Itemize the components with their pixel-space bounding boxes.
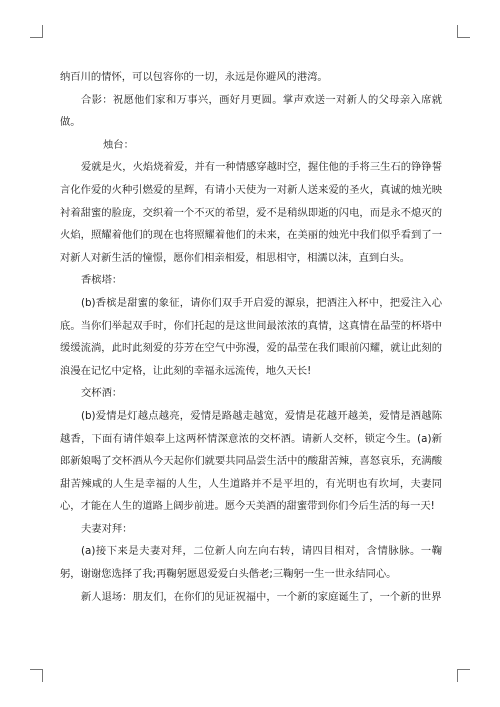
document-body (60, 66, 442, 608)
paragraph: (b)爱情是灯越点越亮，爱情是路越走越宽，爱情是花越开越美，爱情是酒越陈越香，下面有请伴娘奉上这两杯情深意浓的交杯酒。请新人交杯，锁定今生。(a)新郎新娘喝了交杯酒从今天起你们就要共同品尝生活中的酸甜苦辣，喜怒哀乐，充满酸甜苦辣咸的人生是幸福的人生，人生道路并不是平坦的，有光明也有坎坷，夫妻同心，才能在人生的道路上阔步前进。愿今天美酒的甜蜜带到你们今后生活的每一天! (60, 409, 442, 513)
paragraph: 合影：祝愿他们家和万事兴，画好月更圆。掌声欢送一对新人的父母亲入席就做。 (60, 93, 442, 129)
crop-mark-top-left (30, 25, 43, 38)
section-heading-candle: 烛台： (103, 138, 134, 151)
paragraph: (b)香槟是甜蜜的象征，请你们双手开启爱的源泉，把酒注入杯中，把爱注入心底。当你们举起双手时，你们托起的是这世间最浓浓的真情，这真情在晶莹的杯塔中缓缓流淌，此时此刻爱的芬芳在空气中弥漫，爱的晶莹在我们眼前闪耀，就让此刻的浪漫在记忆中定格，让此刻的幸福永远流传，地久天长! (60, 296, 442, 377)
paragraph: 纳百川的情怀，可以包容你的一切，永远是你避风的港湾。 (60, 71, 328, 83)
crop-mark-bottom-left (30, 669, 43, 682)
paragraph: (a)接下来是夫妻对拜，二位新人向左向右转，请四目相对，含情脉脉。一鞠躬，谢谢您选择了我;再鞠躬愿恩爱爱白头偕老;三鞠躬一生一世永结同心。 (60, 545, 442, 581)
section-heading-bow: 夫妻对拜： (81, 522, 133, 535)
paragraph: 爱就是火，火焰烧着爱，并有一种情感穿越时空，握住他的手将三生石的铮铮誓言化作爱的火种引燃爱的星辉，有请小天使为一对新人送来爱的圣火，真诚的烛光映衬着甜蜜的脸庞，交织着一个不灭的希望，爱不是稍纵即逝的闪电，而是永不熄灭的火焰，照耀着他们的现在也将照耀着他们的未来，在美丽的烛光中我们似乎看到了一对新人对新生活的憧憬，愿你们相亲相爱，相思相守，相濡以沫，直到白头。 (60, 161, 442, 264)
crop-mark-top-right (457, 25, 470, 38)
paragraph: 新人退场：朋友们，在你们的见证祝福中，一个新的家庭诞生了，一个新的世界 (81, 590, 442, 603)
section-heading-cross-cup: 交杯酒： (81, 387, 123, 400)
section-heading-champagne: 香槟塔： (81, 274, 123, 287)
crop-mark-bottom-right (457, 669, 470, 682)
